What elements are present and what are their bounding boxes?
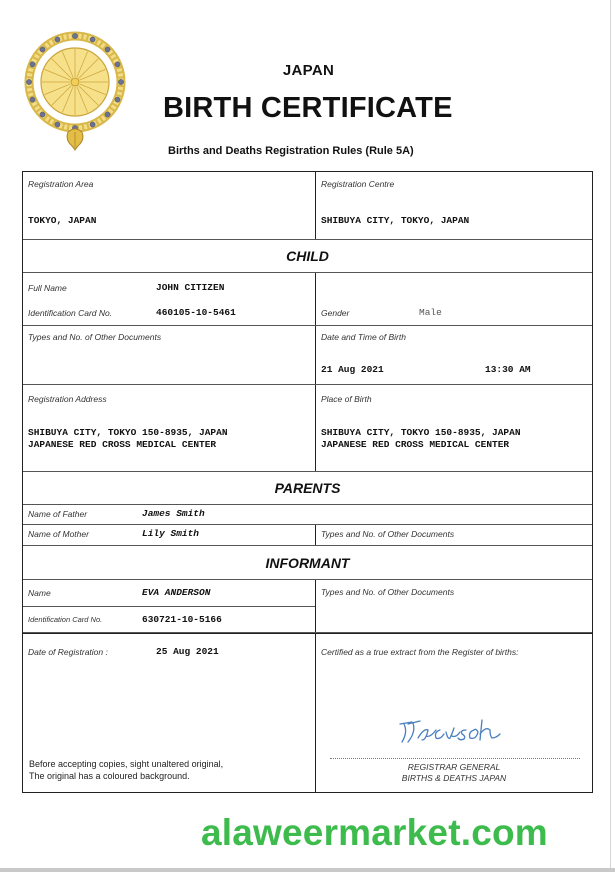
date-of-birth-label: Date and Time of Birth (321, 332, 406, 342)
emblem-bead (55, 122, 60, 127)
parents-section-row (23, 472, 592, 505)
document-title: BIRTH CERTIFICATE (163, 92, 453, 124)
informant-id-subrow (23, 607, 315, 632)
father-cell (23, 505, 592, 524)
registrar-title-line2: BIRTHS & DEATHS JAPAN (401, 773, 507, 783)
document-subtitle: Births and Deaths Registration Rules (Rule 5A) (168, 145, 414, 157)
emblem-bead (40, 112, 45, 117)
child-other-docs-cell (23, 326, 316, 384)
registration-date-label: Date of Registration : (28, 647, 108, 657)
emblem-bead (105, 112, 110, 117)
emblem-bead (30, 97, 35, 102)
imperial-chrysanthemum-seal-icon (22, 28, 128, 152)
emblem-bead (26, 79, 31, 84)
registration-address-line1: SHIBUYA CITY, TOKYO 150-8935, JAPAN (28, 427, 228, 438)
copy-notice-line2: The original has a coloured background. (29, 771, 190, 781)
certified-statement: Certified as a true extract from the Register of births: (321, 647, 519, 657)
registration-date-cell (23, 634, 316, 792)
place-of-birth-line1: SHIBUYA CITY, TOKYO 150-8935, JAPAN (321, 427, 521, 438)
bottom-strip (0, 868, 615, 872)
gender-value: Male (419, 307, 442, 318)
date-of-birth-cell (316, 326, 592, 384)
mother-cell (23, 525, 316, 545)
informant-id-label: Identification Card No. (28, 615, 103, 624)
emblem-bead (55, 37, 60, 42)
child-section-row (23, 240, 592, 273)
emblem-bead (90, 37, 95, 42)
father-row (23, 505, 592, 525)
emblem-bead (90, 122, 95, 127)
country-heading: JAPAN (282, 62, 335, 79)
watermark-text: alaweermarket.com (201, 812, 548, 853)
child-docs-row (23, 326, 592, 385)
registration-address-cell (23, 385, 316, 471)
informant-details-cell (23, 580, 316, 632)
emblem-bead (72, 33, 77, 38)
emblem-bead (105, 47, 110, 52)
gender-label: Gender (321, 308, 350, 318)
place-of-birth-cell (316, 385, 592, 471)
child-id-label: Identification Card No. (28, 308, 113, 318)
child-name-row (23, 273, 592, 326)
registration-centre-cell (316, 172, 592, 239)
registration-centre-label: Registration Centre (321, 179, 395, 189)
informant-row (23, 580, 592, 633)
registration-centre-value: SHIBUYA CITY, TOKYO, JAPAN (321, 215, 470, 226)
signature-line (330, 758, 580, 759)
informant-name-value: EVA ANDERSON (142, 587, 211, 598)
registration-area-cell (23, 172, 316, 239)
informant-other-docs-cell (316, 580, 592, 632)
place-of-birth-line2: JAPANESE RED CROSS MEDICAL CENTER (321, 439, 510, 450)
certificate-table (22, 171, 593, 793)
mother-label: Name of Mother (28, 529, 89, 539)
informant-id-value: 630721-10-5166 (142, 614, 222, 625)
informant-name-label: Name (28, 588, 51, 598)
child-id-value: 460105-10-5461 (156, 307, 236, 318)
informant-section-title: INFORMANT (265, 554, 350, 571)
page-edge (610, 0, 611, 868)
emblem-bead (118, 79, 123, 84)
full-name-label: Full Name (28, 283, 67, 293)
child-address-row (23, 385, 592, 472)
mother-row (23, 525, 592, 546)
emblem-bead (115, 97, 120, 102)
registrar-signature-icon (396, 716, 511, 746)
parents-other-docs-label: Types and No. of Other Documents (321, 529, 455, 539)
registrar-title-line1: REGISTRAR GENERAL (407, 762, 501, 772)
registration-address-label: Registration Address (28, 394, 107, 404)
registration-row (23, 172, 592, 240)
mother-value: Lily Smith (142, 528, 200, 539)
certification-cell (316, 634, 592, 792)
child-section-title: CHILD (286, 248, 329, 264)
parents-other-docs-cell (316, 525, 592, 545)
father-value: James Smith (142, 508, 205, 519)
child-other-docs-label: Types and No. of Other Documents (28, 332, 162, 342)
footer-row (23, 633, 592, 792)
emblem-bead (40, 47, 45, 52)
place-of-birth-label: Place of Birth (321, 394, 372, 404)
date-of-birth-value: 21 Aug 2021 (321, 364, 384, 375)
father-label: Name of Father (28, 509, 88, 519)
time-of-birth-value: 13:30 AM (485, 364, 531, 375)
informant-name-subrow (23, 580, 315, 607)
gender-cell (316, 273, 592, 325)
child-name-cell (23, 273, 316, 325)
full-name-value: JOHN CITIZEN (156, 282, 225, 293)
registration-area-value: TOKYO, JAPAN (28, 215, 97, 226)
copy-notice-line1: Before accepting copies, sight unaltered original, (29, 759, 224, 769)
registration-date-value: 25 Aug 2021 (156, 646, 219, 657)
registration-area-label: Registration Area (28, 179, 94, 189)
informant-section-row (23, 546, 592, 580)
parents-section-title: PARENTS (274, 480, 341, 496)
informant-other-docs-label: Types and No. of Other Documents (321, 587, 455, 597)
registration-address-line2: JAPANESE RED CROSS MEDICAL CENTER (28, 439, 217, 450)
